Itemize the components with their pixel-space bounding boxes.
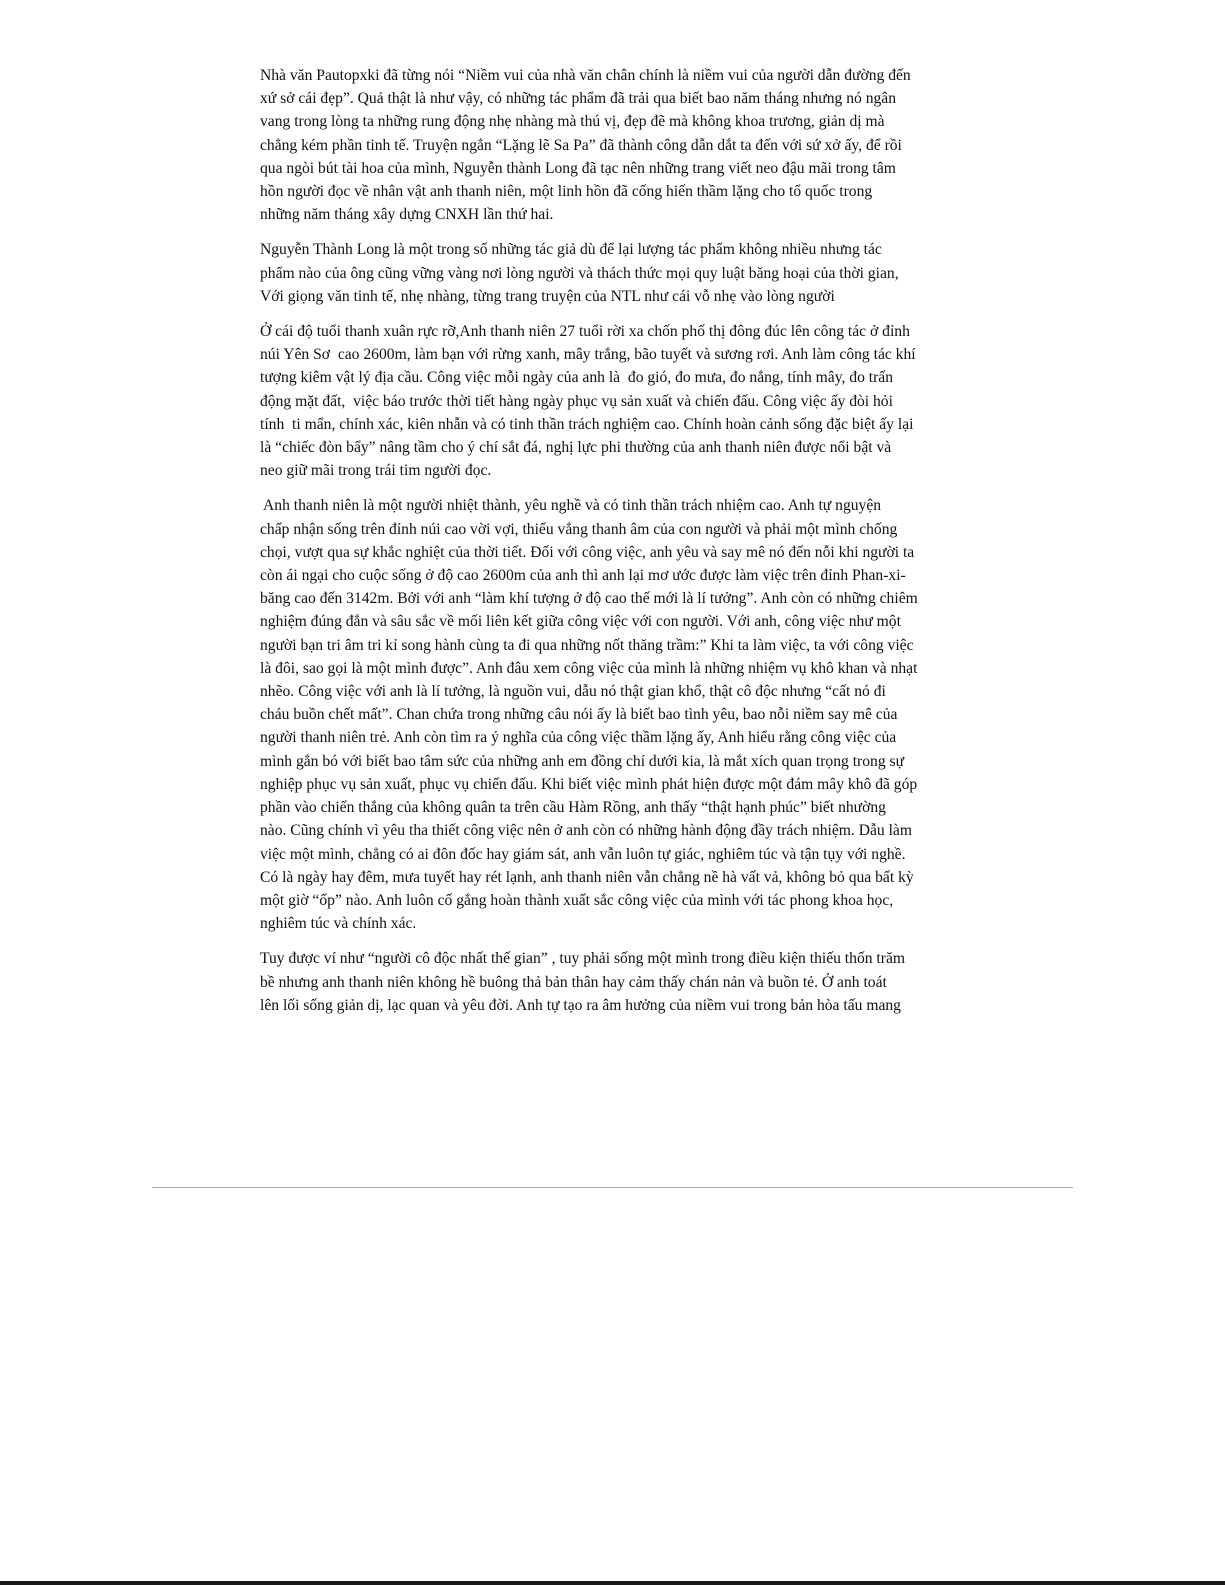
text-line: còn ái ngại cho cuộc sống ở độ cao 2600m của anh thì anh lại mơ ước được làm việc trên đỉnh Phan-xi- xyxy=(260,567,906,585)
text-line: nhẽo. Công việc với anh là lí tưởng, là nguồn vui, dẫu nó thật gian khổ, thật cô độc nhưng “cất nó đi xyxy=(260,683,886,701)
paragraph-intro xyxy=(260,64,960,226)
text-line: cháu buồn chết mất”. Chan chứa trong những câu nói ấy là biết bao tình yêu, bao nỗi niềm say mê của xyxy=(260,706,898,724)
text-line: phần vào chiến thắng của không quân ta trên cầu Hàm Rồng, anh thấy “thật hạnh phúc” biết nhường xyxy=(260,799,886,817)
text-line: một giờ “ốp” nào. Anh luôn cố gắng hoàn thành xuất sắc công việc của mình với tác phong khoa học, xyxy=(260,891,894,909)
paragraph-dedication xyxy=(260,494,960,935)
text-line: động mặt đất, việc báo trước thời tiết hàng ngày phục vụ sản xuất và chiến đấu. Công việc ấy đòi hỏi xyxy=(260,392,893,410)
text-line: hồn người đọc về nhân vật anh thanh niên, một linh hồn đã cống hiến thầm lặng cho tổ quốc trong xyxy=(260,183,873,201)
text-line: Tuy được ví như “người cô độc nhất thế gian” , tuy phải sống một mình trong điều kiện thiếu thốn trăm xyxy=(260,950,906,968)
text-line: Ở cái độ tuổi thanh xuân rực rỡ,Anh thanh niên 27 tuổi rời xa chốn phố thị đông đúc lên công tác ở đỉnh xyxy=(260,323,910,341)
text-line: là “chiếc đòn bẩy” nâng tầm cho ý chí sắt đá, nghị lực phi thường của anh thanh niên được nổi bật và xyxy=(260,439,892,457)
text-line: nào. Cũng chính vì yêu tha thiết công việc nên ở anh còn có những hành động đầy trách nhiệm. Dẫu làm xyxy=(260,822,912,840)
text-line: Nhà văn Pautopxki đã từng nói “Niềm vui của nhà văn chân chính là niềm vui của người dẫn đường đến xyxy=(260,67,911,84)
text-line: việc một mình, chẳng có ai đôn đốc hay giám sát, anh vẫn luôn tự giác, nghiêm túc và tận tụy với nghề. xyxy=(260,845,906,863)
text-line: bề nhưng anh thanh niên không hề buông thả bản thân hay cảm thấy chán nản và buồn tẻ. Ở anh toát xyxy=(260,973,887,991)
text-line: Nguyễn Thành Long là một trong số những tác giả dù để lại lượng tác phẩm không nhiều nhưng tác xyxy=(260,241,882,259)
text-line: là đôi, sao gọi là một mình được”. Anh đâu xem công việc của mình là những nhiệm vụ khô khan và nhạt xyxy=(260,659,918,677)
text-line: băng cao đến 3142m. Bởi với anh “làm khí tượng ở độ cao thế mới là lí tưởng”. Anh còn có những chiêm xyxy=(260,590,918,608)
text-line: người thanh niên trẻ. Anh còn tìm ra ý nghĩa của công việc thầm lặng ấy, Anh hiểu rằng công việc của xyxy=(260,729,897,747)
text-line: neo giữ mãi trong trái tim người đọc. xyxy=(260,462,492,480)
text-line: Có là ngày hay đêm, mưa tuyết hay rét lạnh, anh thanh niên vẫn chẳng nề hà vất vả, không bỏ qua bất kỳ xyxy=(260,868,914,886)
page-divider xyxy=(152,1187,1073,1188)
text-line: tính ti mẩn, chính xác, kiên nhẫn và có tinh thần trách nghiệm cao. Chính hoàn cảnh sống đặc biệt ấy lại xyxy=(260,415,914,433)
text-line: phẩm nào của ông cũng vững vàng nơi lòng người và thách thức mọi quy luật băng hoại của thời gian, xyxy=(260,264,899,282)
text-line: xứ sở cái đẹp”. Quả thật là như vậy, có những tác phẩm đã trải qua biết bao năm tháng nhưng nó ngân xyxy=(260,90,897,108)
paragraph-author xyxy=(260,238,960,308)
text-line: lên lối sống giản dị, lạc quan và yêu đời. Anh tự tạo ra âm hưởng của niềm vui trong bản hòa tấu mang xyxy=(260,996,901,1014)
text-line: Với giọng văn tinh tế, nhẹ nhàng, từng trang truyện của NTL như cái vỗ nhẹ vào lòng người xyxy=(260,287,835,305)
paragraph-setting xyxy=(260,320,960,482)
text-line: vang trong lòng ta những rung động nhẹ nhàng mà thú vị, đẹp đẽ mà không khoa trương, giản dị mà xyxy=(260,113,885,131)
text-line: mình gắn bó với biết bao tâm sức của những anh em đồng chí dưới kia, là mắt xích quan trọng trong sự xyxy=(260,752,905,770)
text-line: những năm tháng xây dựng CNXH lần thứ hai. xyxy=(260,206,554,224)
text-line: chọi, vượt qua sự khắc nghiệt của thời tiết. Đối với công việc, anh yêu và say mê nó đến nỗi khi người ta xyxy=(260,543,915,561)
text-line: người bạn tri âm tri kỉ song hành cùng ta đi qua những nốt thăng trầm:” Khi ta làm việc, ta với công việc xyxy=(260,636,914,654)
bottom-edge-bar xyxy=(0,1581,1225,1585)
text-line: chấp nhận sống trên đỉnh núi cao vời vợi, thiếu vắng thanh âm của con người và phải một mình chống xyxy=(260,520,898,538)
text-line: núi Yên Sơ cao 2600m, làm bạn với rừng xanh, mây trắng, bão tuyết và sương rơi. Anh làm công tác khí xyxy=(260,346,916,364)
text-line: qua ngòi bút tài hoa của mình, Nguyễn thành Long đã tạc nên những trang viết neo đậu mãi trong tâm xyxy=(260,159,896,177)
text-line: nghiệm đúng đắn và sâu sắc về mối liên kết giữa công việc với con người. Với anh, công việc như một xyxy=(260,613,901,631)
text-line: chẳng kém phần tinh tế. Truyện ngắn “Lặng lẽ Sa Pa” đã thành công dẫn dắt ta đến với sứ xở ấy, để rồi xyxy=(260,136,902,154)
text-line: tượng kiêm vật lý địa cầu. Công việc mỗi ngày của anh là đo gió, đo mưa, đo nắng, tính mây, đo trấn xyxy=(260,369,894,387)
text-line: nghiêm túc và chính xác. xyxy=(260,915,417,933)
text-line: Anh thanh niên là một người nhiệt thành, yêu nghề và có tinh thần trách nhiệm cao. Anh tự nguyện xyxy=(260,497,882,515)
text-line: nghiệp phục vụ sản xuất, phục vụ chiến đấu. Khi biết việc mình phát hiện được một đám mây khô đã góp xyxy=(260,775,918,793)
document-body xyxy=(260,64,960,1029)
paragraph-optimism xyxy=(260,947,960,1017)
